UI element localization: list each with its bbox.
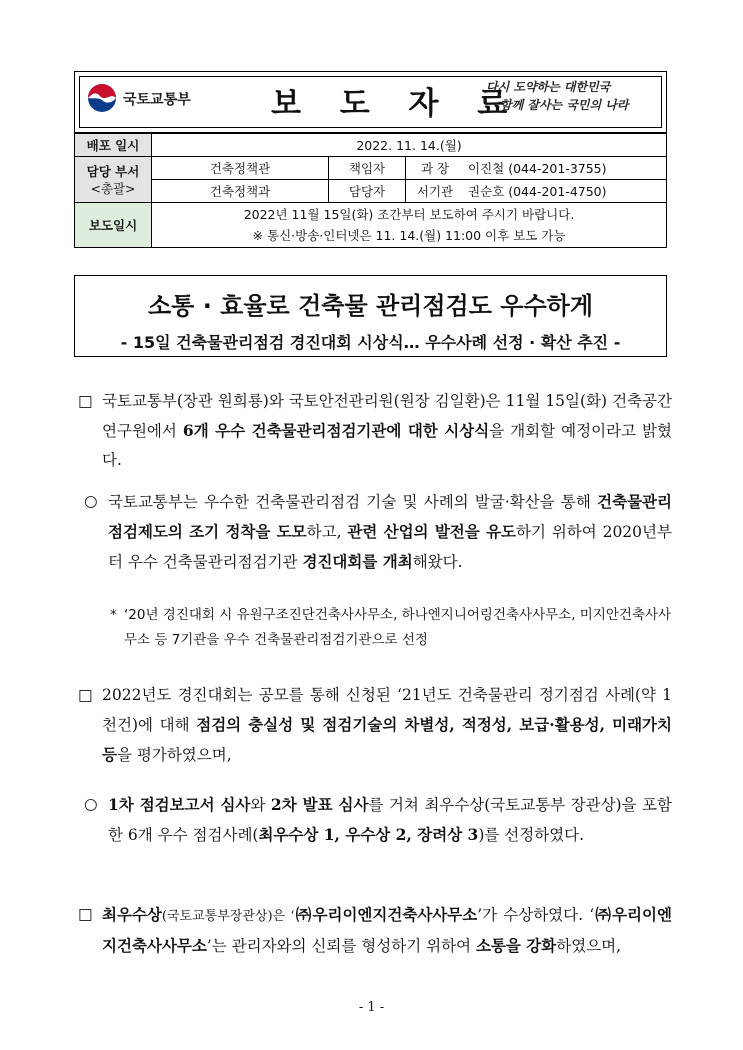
p2-text-e: 하기 위하여 2020년부터 우수 건축물관리점검기관	[108, 523, 672, 571]
p2-emphasis-3: 경진대회를 개최	[302, 552, 413, 571]
ministry-name: 국토교통부	[123, 92, 191, 108]
footnote	[110, 603, 672, 653]
press-date-line-1: 2022년 11월 15일(화) 조간부터 보도하여 주시기 바랍니다.	[243, 207, 575, 222]
distribution-row	[75, 134, 667, 157]
p5-text-d: ’가 수상하였다. ‘	[477, 906, 595, 924]
p2-text-a: 국토교통부는 우수한 건축물관리점검 기술 및 사례의 발굴·확산을 통해	[108, 493, 598, 511]
government-emblem-icon	[87, 83, 117, 113]
press-release-title: 보 도 자 료	[271, 86, 522, 122]
press-date-line-2: ※ 통신·방송·인터넷은 11. 14.(월) 11:00 이후 보도 가능	[252, 228, 566, 243]
title-2: 서기관	[406, 180, 465, 203]
press-date-info	[152, 203, 667, 248]
square-bullet: □	[78, 686, 93, 704]
p2-emphasis-1: 건축물관리점검제도의 조기 정착을 도모	[108, 492, 672, 541]
slogan-line-2: 함께 잘사는 국민의 나라	[500, 98, 629, 112]
department-label-main: 담당 부서	[86, 163, 140, 179]
p3-emphasis: 점검의 충실성 및 점검기술의 차별성, 적정성, 보급·활용성, 미래가치 등	[102, 715, 672, 764]
paragraph-4	[84, 790, 672, 850]
press-date-row	[75, 203, 667, 248]
department-1: 건축정책관	[152, 157, 329, 180]
distribution-label: 배포 일시	[75, 134, 152, 157]
department-label-sub: <총괄>	[90, 180, 136, 196]
headline-subtitle: - 15일 건축물관리점검 경진대회 시상식… 우수사례 선정 · 확산 추진 -	[120, 333, 621, 352]
p5-text-f: ’는 관리자와의 신뢰를 형성하기 위하여	[206, 937, 476, 955]
paragraph-1	[78, 387, 672, 475]
page-number: - 1 -	[358, 1000, 385, 1015]
government-slogan	[486, 78, 656, 114]
department-2: 건축정책과	[152, 180, 329, 203]
contact-person-2: 권순호 (044-201-4750)	[464, 180, 667, 203]
p1-text-a: 국토교통부(장관 원희룡)와 국토안전관리원(원장 김일환)은 11월 15일(화) 건축공간연구원에서	[102, 392, 672, 440]
p3-text-c: 을 평가하였으며,	[116, 746, 232, 764]
asterisk-bullet: *	[110, 607, 117, 623]
paragraph-2	[84, 487, 672, 577]
p4-emphasis-3: 최우수상 1, 우수상 2, 장려상 3	[258, 825, 479, 844]
p5-emphasis-1: 최우수상	[102, 905, 162, 924]
contact-person-1: 이진철 (044-201-3755)	[464, 157, 667, 180]
department-label	[75, 157, 152, 203]
headline-box	[74, 275, 667, 357]
circle-bullet: ○	[84, 492, 98, 510]
department-row	[75, 157, 667, 180]
paragraph-5	[78, 900, 672, 961]
circle-bullet: ○	[84, 795, 98, 813]
p4-text-b: 와	[250, 796, 271, 814]
press-info-table	[74, 133, 667, 248]
p4-emphasis-2: 2차 발표 심사	[270, 795, 369, 814]
p5-emphasis-2: 소통을 강화	[475, 936, 557, 955]
press-release-header	[74, 71, 667, 133]
p2-text-c: 하고,	[306, 523, 348, 541]
p5-company-2: ㈜우리이엔지건축사사무소	[102, 905, 672, 955]
p2-text-g: 해왔다.	[412, 553, 463, 571]
p4-text-f: )를 선정하였다.	[478, 826, 585, 844]
distribution-date: 2022. 11. 14.(월)	[152, 134, 667, 157]
headline-title: 소통 · 효율로 건축물 관리점검도 우수하게	[147, 292, 594, 320]
p4-text-d: 를 거쳐 최우수상(국토교통부 장관상)을 포함한 6개 우수 점검사례(	[108, 796, 672, 844]
department-row-2	[75, 180, 667, 203]
role-1: 책임자	[329, 157, 406, 180]
p5-company-1: ㈜우리이엔지건축사사무소	[294, 905, 478, 924]
p4-emphasis-1: 1차 점검보고서 심사	[108, 795, 251, 814]
role-2: 담당자	[329, 180, 406, 203]
square-bullet: □	[78, 392, 93, 410]
paragraph-3	[78, 681, 672, 770]
press-date-label: 보도일시	[75, 203, 152, 248]
p5-text-h: 하였으며,	[556, 937, 622, 955]
footnote-text: ‘20년 경진대회 시 유원구조진단건축사사무소, 하나엔지니어링건축사사무소, 미지안건축사사무소 등 7기관을 우수 건축물관리점검기관으로 선정	[124, 607, 672, 648]
p2-emphasis-2: 관련 산업의 발전을 유도	[347, 522, 517, 541]
p1-emphasis: 6개 우수 건축물관리점검기관에 대한 시상식	[182, 421, 490, 440]
p1-text-c: 을 개회할 예정이라고 밝혔다.	[102, 422, 672, 469]
p3-text-a: 2022년도 경진대회는 공모를 통해 신청된 ‘21년도 건축물관리 정기점검 사례(약 1천건)에 대해	[102, 686, 672, 734]
slogan-line-1: 다시 도약하는 대한민국	[486, 80, 611, 94]
title-1: 과 장	[406, 157, 465, 180]
square-bullet: □	[78, 905, 93, 923]
p5-text-b: (국토교통부장관상)은 ‘	[161, 909, 295, 924]
